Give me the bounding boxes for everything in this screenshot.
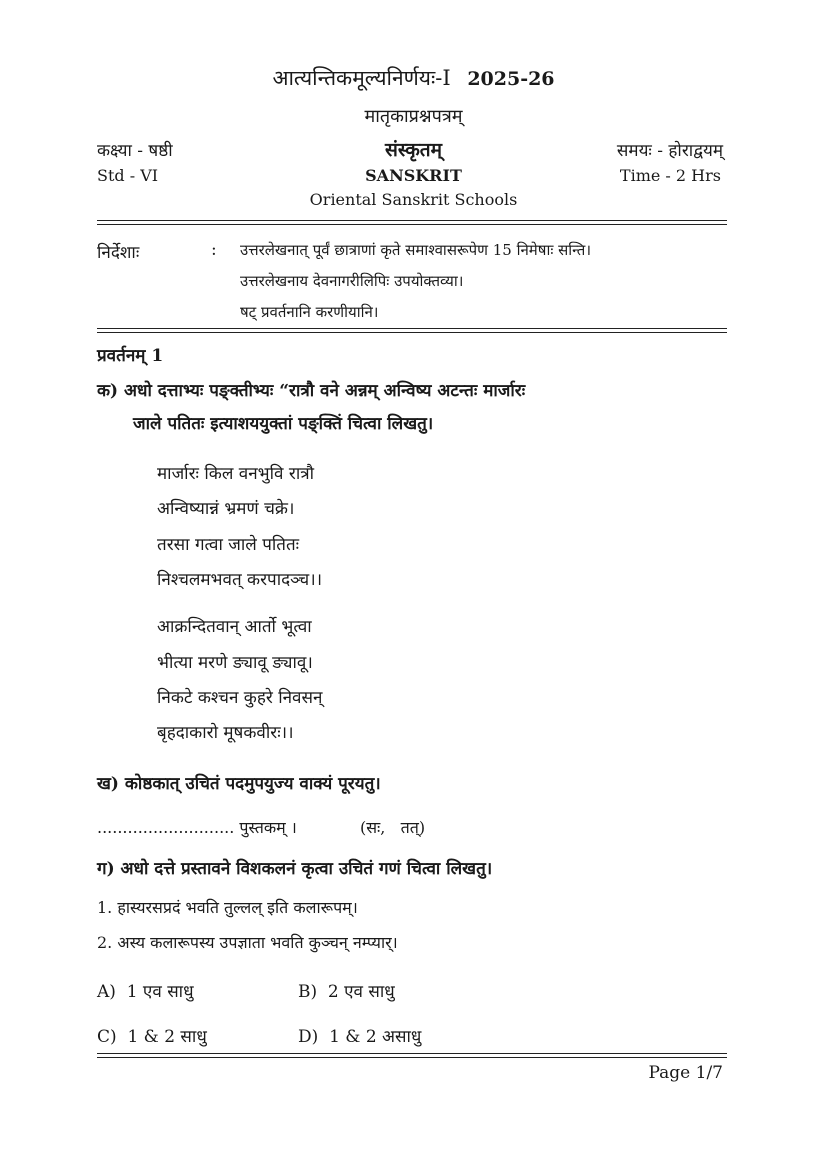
choice-a: A) 1 एव साधु [97,982,194,1002]
poem-line: निश्चलमभवत् करपादञ्च।। [157,570,323,590]
choice-c: C) 1 & 2 साधु [97,1027,207,1047]
school-name: Oriental Sanskrit Schools [309,190,518,209]
divider-mid-1 [97,328,727,329]
time-english: Time - 2 Hrs [619,166,721,185]
poem-line: तरसा गत्वा जाले पतितः [157,535,300,555]
question-b-options: (सः, तत्) [360,818,426,837]
question-c: ग) अधो दत्ते प्रस्तावने विशकलनं कृत्वा उचितं गणं चित्वा लिखतु। [97,859,493,879]
divider-top-1 [97,220,727,221]
choice-b: B) 2 एव साधु [298,982,395,1002]
time-sanskrit: समयः - होराद्वयम् [616,141,723,161]
poem-line: निकटे कश्चन कुहरे निवसन् [157,688,323,708]
divider-mid-2 [97,332,727,333]
subject-english: SANSKRIT [365,166,462,185]
class-english: Std - VI [97,166,159,185]
paper-subtitle: मातृकाप्रश्नपत्रम् [364,106,463,127]
poem-line: आक्रन्दितवान् आर्तो भूत्वा [157,617,312,637]
exam-year: 2025-26 [467,68,555,90]
instruction-line: षट् प्रवर्तनानि करणीयानि। [240,303,379,321]
instruction-line: उत्तरलेखनाय देवनागरीलिपिः उपयोक्तव्या। [240,272,464,290]
poem-line: अन्विष्यान्नं भ्रमणं चक्रे। [157,499,295,519]
divider-bottom-2 [97,1057,727,1058]
question-a-line1: क) अधो दत्ताभ्यः पङ्क्तीभ्यः “रात्रौ वने अन्नम् अन्विष्य अटन्तः मार्जारः [97,381,526,401]
choice-d: D) 1 & 2 असाधु [298,1027,422,1047]
exam-title: आत्यन्तिकमूल्यनिर्णयः-I [272,66,451,90]
statement-line: 1. हास्यरसप्रदं भवति तुल्लल् इति कलारूपम्। [97,898,358,917]
poem-line: भीत्या मरणे ङ्यावू ङ्यावू। [157,653,313,673]
instruction-line: उत्तरलेखनात् पूर्वं छात्राणां कृते समाश्वासरूपेण 15 निमेषाः सन्ति। [240,241,592,259]
statement-line: 2. अस्य कलारूपस्य उपज्ञाता भवति कुञ्चन् नम्प्यार्। [97,933,398,952]
question-b: ख) कोष्ठकात् उचितं पदमुपयुज्य वाक्यं पूरयतु। [97,774,381,794]
subject-sanskrit: संस्कृतम् [384,139,443,161]
exam-title-row [0,64,827,92]
divider-top-2 [97,224,727,225]
poem-line: मार्जारः किल वनभुवि रात्रौ [157,464,315,484]
instructions-label: निर्देशाः [97,243,140,263]
poem-line: बृहदाकारो मूषकवीरः।। [157,723,294,743]
page-number: Page 1/7 [648,1063,723,1083]
question-a-line2: जाले पतितः इत्याशययुक्तां पङ्क्तिं चित्वा लिखतु। [133,414,434,434]
section-heading: प्रवर्तनम् 1 [97,346,164,366]
divider-bottom-1 [97,1053,727,1054]
question-b-blank: ........................... पुस्तकम् । [97,818,297,837]
class-sanskrit: कक्ष्या - षष्ठी [97,141,173,161]
instructions-colon: : [211,240,217,260]
